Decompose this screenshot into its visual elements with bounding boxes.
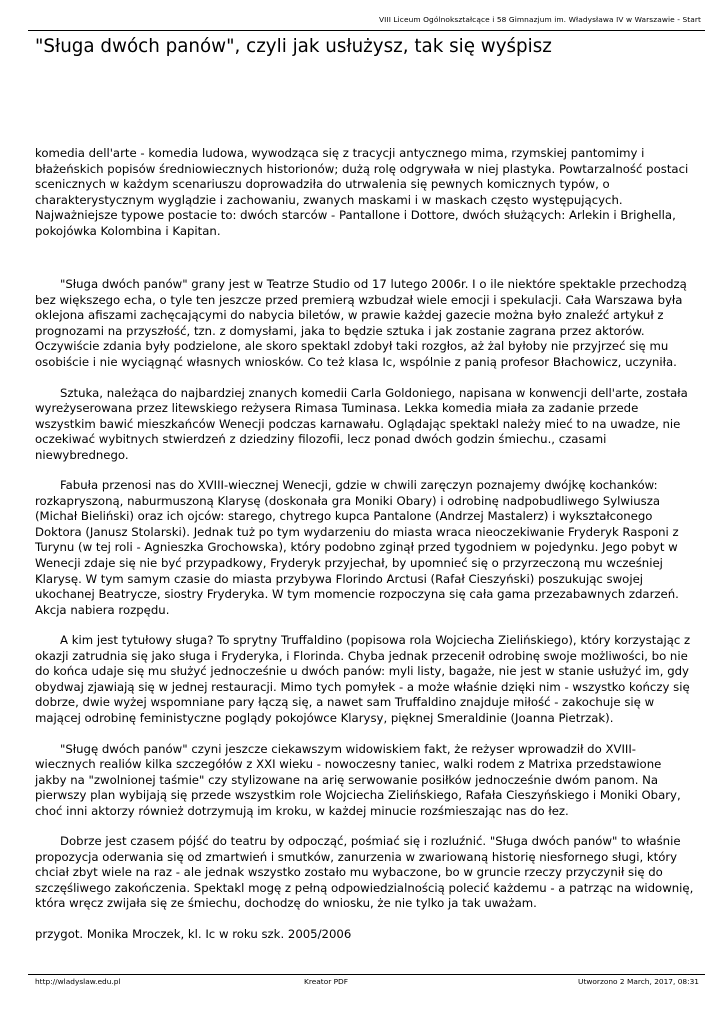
article-body xyxy=(35,146,695,943)
footer-created-date: Utworzono 2 March, 2017, 08:31 xyxy=(578,977,699,986)
article-title: "Sługa dwóch panów", czyli jak usłużysz, tak się wyśpisz xyxy=(35,36,552,57)
body-paragraph: A kim jest tytułowy sługa? To sprytny Truffaldino (popisowa rola Wojciecha Zielińskiego), który korzystając z okazji zatrudnia się jako sługa i Fryderyka, i Florinda. Chyba jednak przecenił odrobinę swoje możliwości, bo nie do końca udaje się mu służyć jednocześnie u dwóch panów: myli listy, bagaże, nie jest w stanie usłużyć im, gdy obydwaj zjawiają się w jednej restauracji. Mimo tych pomyłek - a może właśnie dzięki nim - wszystko kończy się dobrze, dwie wyżej wspomniane pary łączą się, a nawet sam Truffaldino znajduje miłość - zakochuje się w mającej odrobinę feministyczne poglądy pokojówce Klarysy, pięknej Smeraldinie (Joanna Pietrzak). xyxy=(35,633,691,725)
author-signature: przygot. Monika Mroczek, kl. Ic w roku szk. 2005/2006 xyxy=(35,926,352,941)
intro-paragraph: komedia dell'arte - komedia ludowa, wywodząca się z tracycji antycznego mima, rzymskiej pantomimy i błażeńskich popisów średniowiecznych historionów; dużą rolę odgrywała w niej plastyka. Powtarzalność postaci scenicznych w każdym scenariuszu doprowadziła do utrwalenia się pewnych komicznych typów, o charakterystycznym wyglądzie i zachowaniu, zwanych maskami i w maskach często występujących. Najważniejsze typowe postacie to: dwóch starców - Pantallone i Dottore, dwóch służących: Arlekin i Brighella, pokojówka Kolombina i Kapitan. xyxy=(35,146,689,238)
body-paragraph: Fabuła przenosi nas do XVIII-wiecznej Wenecji, gdzie w chwili zaręczyn poznajemy dwójkę kochanków: rozkapryszoną, naburmuszoną Klarysę (doskonała gra Moniki Obary) i odrobinę nadpobudliwego Sylwiusza (Michał Bieliński) oraz ich ojców: starego, chytrego kupca Pantalone (Andrzej Mastalerz) i wykształconego Doktora (Janusz Stolarski). Jednak tuż po tym wydarzeniu do miasta wraca nieoczekiwanie Fryderyk Rasponi z Turynu (w tej roli - Agnieszka Grochowska), który podobno zginął przed tygodniem w pojedynku. Jego pobyt w Wenecji zdaje się nie być przypadkowy, Fryderyk przyjechał, by upomnieć się o przyrzeczoną mu wcześniej Klarysę. W tym samym czasie do miasta przybywa Florindo Arctusi (Rafał Cieszyński) poszukując swojej ukochanej Beatrycze, siostry Fryderyka. W tym momencie rozpoczyna się cała gama przezabawnych zdarzeń. Akcja nabiera rozpędu. xyxy=(35,478,679,617)
body-paragraph: Sztuka, należąca do najbardziej znanych komedii Carla Goldoniego, napisana w konwencji dell'arte, została wyreżyserowana przez litewskiego reżysera Rimasa Tuminasa. Lekka komedia miała za zadanie przede wszystkim bawić mieszkańców Wenecji podczas karnawału. Oglądając spektakl należy mieć to na uwadze, nie oczekiwać wybitnych stwierdzeń z dziedziny filozofii, lecz ponad dwóch godzin śmiechu., czasami niewybrednego. xyxy=(35,385,688,462)
footer-creator: Kreator PDF xyxy=(304,977,349,986)
body-paragraph: "Sługa dwóch panów" grany jest w Teatrze Studio od 17 lutego 2006r. I o ile niektóre spektakle przechodzą bez większego echa, o tyle ten jeszcze przed premierą wzbudzał wiele emocji i spekulacji. Cała Warszawa była oklejona afiszami zachęcającymi do nabycia biletów, w prawie każdej gazecie można było znaleźć artykuł z prognozami na przyszłość, tzn. z domysłami, jaka to będzie sztuka i jak zostanie zagrana przez aktorów. Oczywiście zdania były podzielone, ale skoro spektakl zdobył taki rozgłos, aż żal byłoby nie przyjrzeć się mu osobiście i nie wyciągnąć własnych wniosków. Co też klasa Ic, wspólnie z panią profesor Błachowicz, uczyniła. xyxy=(35,277,687,370)
body-paragraph: Dobrze jest czasem pójść do teatru by odpocząć, pośmiać się i rozluźnić. "Sługa dwóch panów" to właśnie propozycja oderwania się od zmartwień i smutków, zanurzenia w zwariowaną historię niesfornego sługi, który chciał zbyt wiele na raz - ale jednak wszystko zostało mu wybaczone, bo w gruncie rzeczy przyczynił się do szczęśliwego zakończenia. Spektakl mogę z pełną odpowiedzialnością polecić każdemu - a patrząc na widownię, która wręcz zwijała się ze śmiechu, dochodzę do wniosku, że nie tylko ja tak uważam. xyxy=(35,834,694,911)
body-paragraph: "Sługę dwóch panów" czyni jeszcze ciekawszym widowiskiem fakt, że reżyser wprowadził do XVIII-wiecznych realiów kilka szczegółów z XXI wieku - nowoczesny taniec, walki rodem z Matrixa przedstawione jakby na "zwolnionej taśmie" czy stylizowane na arię serwowanie posiłków jednocześnie dwóm panom. Na pierwszy plan wybijają się przede wszystkim role Wojciecha Zielińskiego, Rafała Cieszyńskiego i Moniki Obary, choć inni aktorzy również dotrzymują im kroku, w każdej minucie rozśmieszając nas do łez. xyxy=(35,741,681,818)
page-header-site-title: VIII Liceum Ogólnokształcące i 58 Gimnazjum im. Władysława IV w Warszawie - Start xyxy=(378,15,701,24)
footer-url: http://wladyslaw.edu.pl xyxy=(35,977,121,986)
header-divider xyxy=(28,30,705,31)
footer-divider xyxy=(28,974,705,975)
